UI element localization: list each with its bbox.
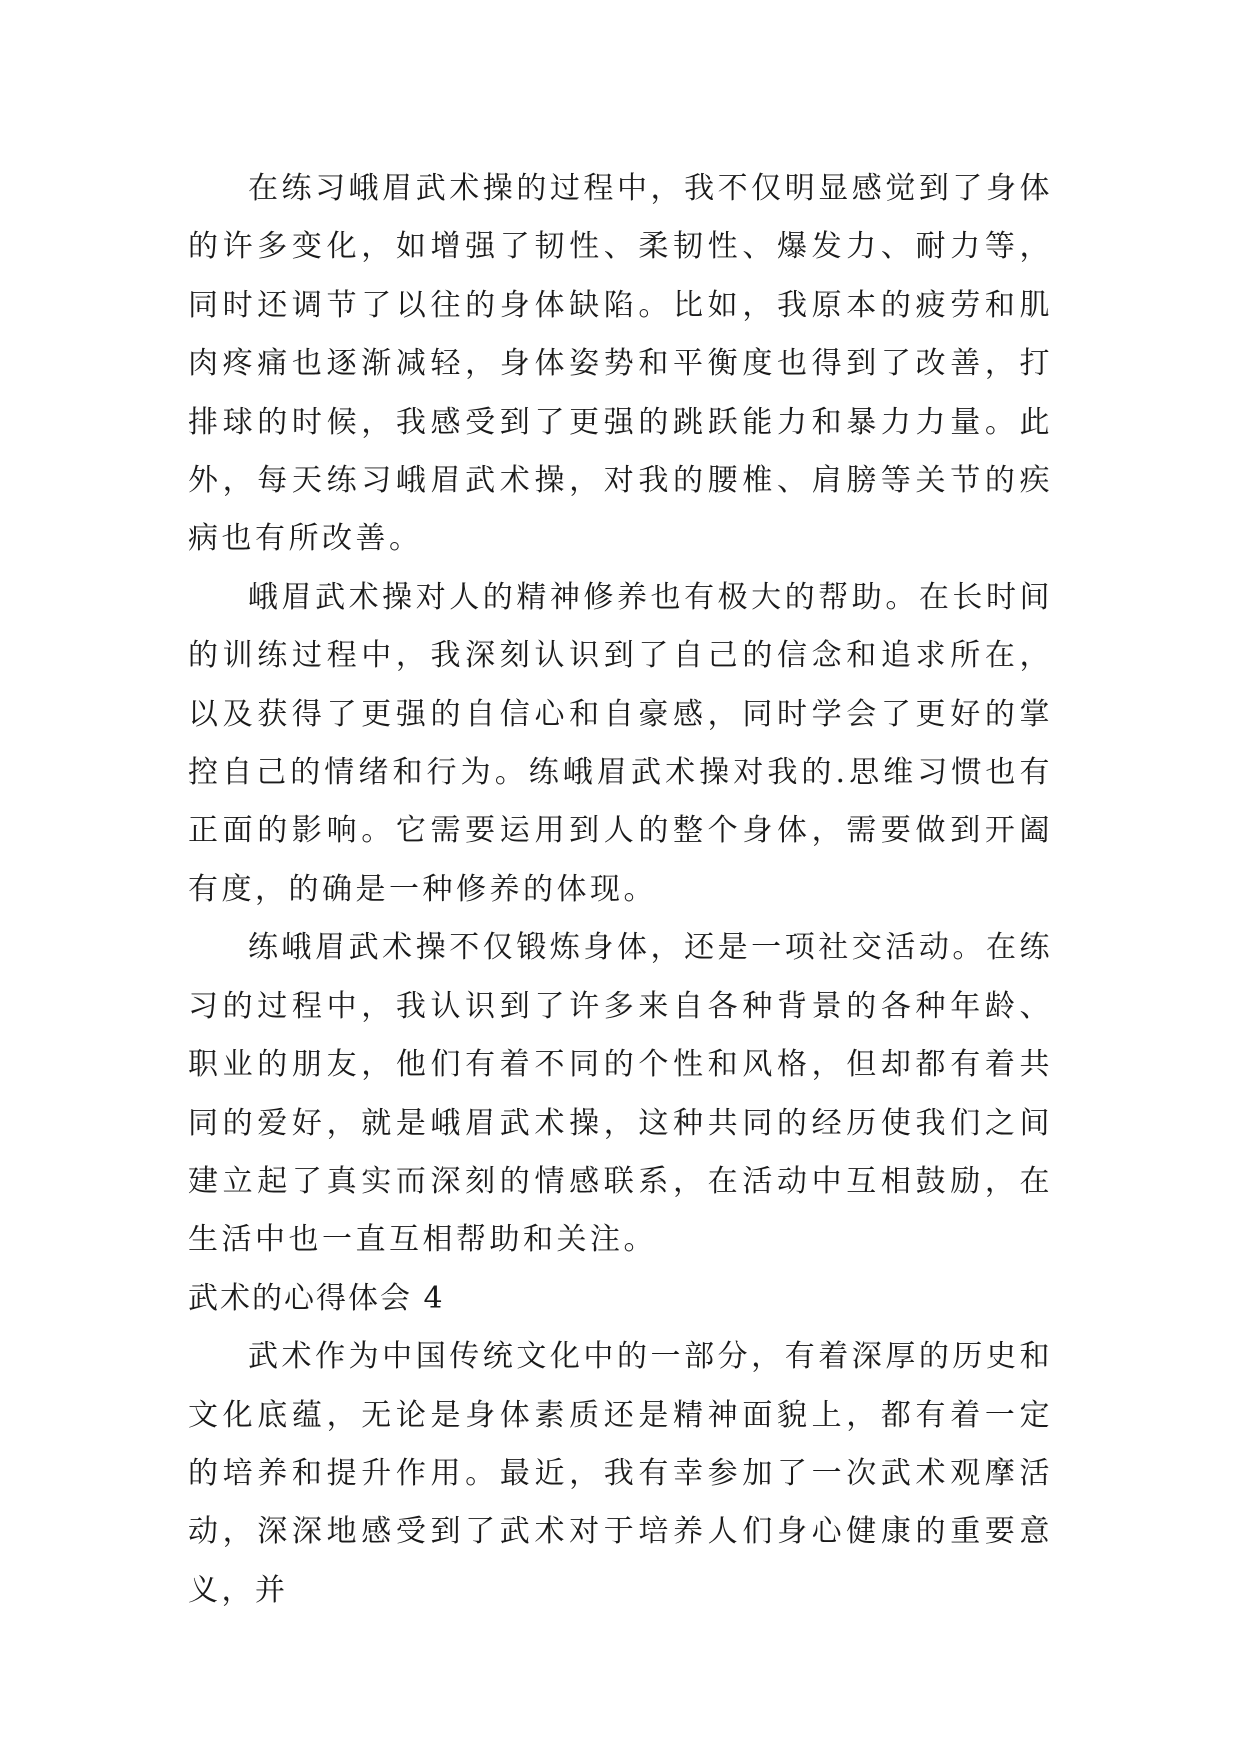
section-heading: 武术的心得体会 4: [188, 1280, 445, 1316]
paragraph-2: 峨眉武术操对人的精神修养也有极大的帮助。在长时间的训练过程中，我深刻认识到了自己的信念和追求所在，以及获得了更强的自信心和自豪感，同时学会了更好的掌控自己的情绪和行为。练峨眉武术操对我的.思维习惯也有正面的影响。它需要运用到人的整个身体，需要做到开阖有度，的确是一种修养的体现。: [188, 579, 1053, 907]
section-paragraph: 武术作为中国传统文化中的一部分，有着深厚的历史和文化底蕴，无论是身体素质还是精神面貌上，都有着一定的培养和提升作用。最近，我有幸参加了一次武术观摩活动，深深地感受到了武术对于培养人们身心健康的重要意义，并: [188, 1339, 1053, 1608]
paragraph-3: 练峨眉武术操不仅锻炼身体，还是一项社交活动。在练习的过程中，我认识到了许多来自各种背景的各种年龄、职业的朋友，他们有着不同的个性和风格，但却都有着共同的爱好，就是峨眉武术操，这种共同的经历使我们之间建立起了真实而深刻的情感联系，在活动中互相鼓励，在生活中也一直互相帮助和关注。: [188, 930, 1053, 1258]
paragraph-1: 在练习峨眉武术操的过程中，我不仅明显感觉到了身体的许多变化，如增强了韧性、柔韧性、爆发力、耐力等，同时还调节了以往的身体缺陷。比如，我原本的疲劳和肌肉疼痛也逐渐减轻，身体姿势和平衡度也得到了改善，打排球的时候，我感受到了更强的跳跃能力和暴力力量。此外，每天练习峨眉武术操，对我的腰椎、肩膀等关节的疾病也有所改善。: [188, 171, 1053, 557]
document-body: [188, 160, 1053, 1620]
